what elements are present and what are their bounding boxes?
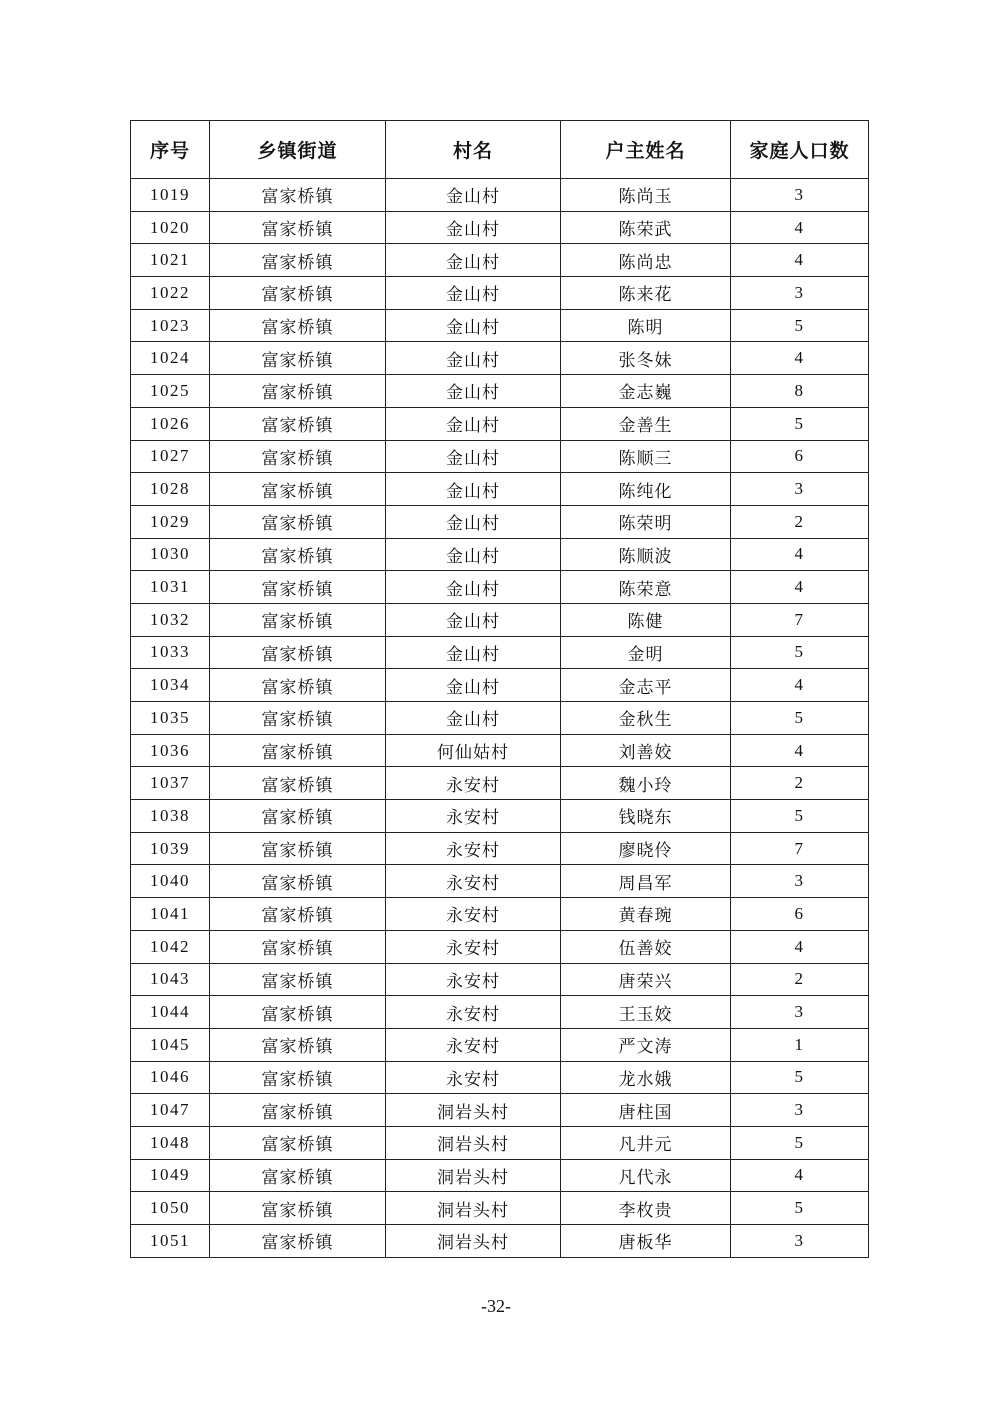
householder-name-cell: 王玉姣 — [561, 996, 731, 1029]
table-row — [131, 407, 869, 440]
township-cell: 富家桥镇 — [210, 800, 386, 833]
serial-number-cell: 1033 — [131, 636, 210, 669]
township-cell: 富家桥镇 — [210, 538, 386, 571]
householder-name-cell: 黄春琬 — [561, 898, 731, 931]
table-row — [131, 277, 869, 310]
table-row — [131, 1028, 869, 1061]
township-cell: 富家桥镇 — [210, 636, 386, 669]
township-cell: 富家桥镇 — [210, 1192, 386, 1225]
township-cell: 富家桥镇 — [210, 898, 386, 931]
table-row — [131, 898, 869, 931]
serial-number-cell: 1025 — [131, 375, 210, 408]
village-cell: 金山村 — [386, 571, 561, 604]
village-cell: 金山村 — [386, 636, 561, 669]
village-cell: 永安村 — [386, 865, 561, 898]
table-row — [131, 996, 869, 1029]
village-cell: 洞岩头村 — [386, 1192, 561, 1225]
village-cell: 金山村 — [386, 211, 561, 244]
household-size-cell: 3 — [731, 865, 869, 898]
household-size-cell: 5 — [731, 800, 869, 833]
table-row — [131, 440, 869, 473]
header-household-size: 家庭人口数 — [731, 121, 869, 179]
village-cell: 金山村 — [386, 309, 561, 342]
householder-name-cell: 金志平 — [561, 669, 731, 702]
header-serial-number: 序号 — [131, 121, 210, 179]
township-cell: 富家桥镇 — [210, 702, 386, 735]
table-row — [131, 211, 869, 244]
householder-name-cell: 凡井元 — [561, 1126, 731, 1159]
serial-number-cell: 1043 — [131, 963, 210, 996]
serial-number-cell: 1039 — [131, 832, 210, 865]
header-village: 村名 — [386, 121, 561, 179]
householder-name-cell: 魏小玲 — [561, 767, 731, 800]
serial-number-cell: 1022 — [131, 277, 210, 310]
township-cell: 富家桥镇 — [210, 277, 386, 310]
householder-name-cell: 龙水娥 — [561, 1061, 731, 1094]
table-row — [131, 832, 869, 865]
household-size-cell: 4 — [731, 1159, 869, 1192]
township-cell: 富家桥镇 — [210, 963, 386, 996]
householder-name-cell: 陈荣武 — [561, 211, 731, 244]
table-row — [131, 1061, 869, 1094]
serial-number-cell: 1049 — [131, 1159, 210, 1192]
village-cell: 金山村 — [386, 342, 561, 375]
table-row — [131, 930, 869, 963]
township-cell: 富家桥镇 — [210, 375, 386, 408]
household-size-cell: 4 — [731, 244, 869, 277]
serial-number-cell: 1046 — [131, 1061, 210, 1094]
serial-number-cell: 1034 — [131, 669, 210, 702]
village-cell: 永安村 — [386, 767, 561, 800]
householder-name-cell: 陈来花 — [561, 277, 731, 310]
householder-name-cell: 陈明 — [561, 309, 731, 342]
household-size-cell: 4 — [731, 669, 869, 702]
serial-number-cell: 1041 — [131, 898, 210, 931]
household-table — [130, 120, 869, 1258]
household-size-cell: 4 — [731, 734, 869, 767]
householder-name-cell: 陈纯化 — [561, 473, 731, 506]
table-row — [131, 669, 869, 702]
township-cell: 富家桥镇 — [210, 865, 386, 898]
township-cell: 富家桥镇 — [210, 244, 386, 277]
township-cell: 富家桥镇 — [210, 211, 386, 244]
village-cell: 金山村 — [386, 505, 561, 538]
table-row — [131, 1225, 869, 1258]
table-row — [131, 375, 869, 408]
village-cell: 永安村 — [386, 832, 561, 865]
table-row — [131, 244, 869, 277]
householder-name-cell: 唐柱国 — [561, 1094, 731, 1127]
serial-number-cell: 1051 — [131, 1225, 210, 1258]
household-size-cell: 3 — [731, 996, 869, 1029]
township-cell: 富家桥镇 — [210, 440, 386, 473]
village-cell: 永安村 — [386, 800, 561, 833]
township-cell: 富家桥镇 — [210, 505, 386, 538]
serial-number-cell: 1037 — [131, 767, 210, 800]
village-cell: 金山村 — [386, 473, 561, 506]
household-size-cell: 4 — [731, 930, 869, 963]
village-cell: 永安村 — [386, 996, 561, 1029]
serial-number-cell: 1023 — [131, 309, 210, 342]
household-size-cell: 2 — [731, 767, 869, 800]
serial-number-cell: 1050 — [131, 1192, 210, 1225]
householder-name-cell: 金志巍 — [561, 375, 731, 408]
serial-number-cell: 1047 — [131, 1094, 210, 1127]
householder-name-cell: 张冬妹 — [561, 342, 731, 375]
householder-name-cell: 陈健 — [561, 603, 731, 636]
householder-name-cell: 陈顺三 — [561, 440, 731, 473]
householder-name-cell: 陈荣意 — [561, 571, 731, 604]
village-cell: 何仙姑村 — [386, 734, 561, 767]
table-row — [131, 636, 869, 669]
village-cell: 永安村 — [386, 963, 561, 996]
householder-name-cell: 伍善姣 — [561, 930, 731, 963]
householder-name-cell: 廖晓伶 — [561, 832, 731, 865]
township-cell: 富家桥镇 — [210, 309, 386, 342]
township-cell: 富家桥镇 — [210, 1225, 386, 1258]
table-row — [131, 800, 869, 833]
serial-number-cell: 1021 — [131, 244, 210, 277]
household-size-cell: 4 — [731, 538, 869, 571]
householder-name-cell: 李枚贵 — [561, 1192, 731, 1225]
serial-number-cell: 1036 — [131, 734, 210, 767]
table-row — [131, 734, 869, 767]
table-row — [131, 1094, 869, 1127]
village-cell: 洞岩头村 — [386, 1126, 561, 1159]
table-row — [131, 702, 869, 735]
serial-number-cell: 1031 — [131, 571, 210, 604]
township-cell: 富家桥镇 — [210, 767, 386, 800]
table-row — [131, 1192, 869, 1225]
table-row — [131, 538, 869, 571]
table-row — [131, 571, 869, 604]
township-cell: 富家桥镇 — [210, 996, 386, 1029]
table-row — [131, 342, 869, 375]
table-row — [131, 179, 869, 212]
household-size-cell: 6 — [731, 440, 869, 473]
household-size-cell: 5 — [731, 636, 869, 669]
household-size-cell: 3 — [731, 1225, 869, 1258]
household-size-cell: 4 — [731, 342, 869, 375]
township-cell: 富家桥镇 — [210, 571, 386, 604]
household-size-cell: 5 — [731, 1192, 869, 1225]
header-township: 乡镇街道 — [210, 121, 386, 179]
household-size-cell: 3 — [731, 277, 869, 310]
householder-name-cell: 凡代永 — [561, 1159, 731, 1192]
household-size-cell: 1 — [731, 1028, 869, 1061]
household-size-cell: 3 — [731, 473, 869, 506]
household-size-cell: 2 — [731, 963, 869, 996]
serial-number-cell: 1044 — [131, 996, 210, 1029]
village-cell: 永安村 — [386, 930, 561, 963]
village-cell: 洞岩头村 — [386, 1159, 561, 1192]
township-cell: 富家桥镇 — [210, 1061, 386, 1094]
village-cell: 金山村 — [386, 440, 561, 473]
householder-name-cell: 刘善姣 — [561, 734, 731, 767]
village-cell: 洞岩头村 — [386, 1225, 561, 1258]
serial-number-cell: 1026 — [131, 407, 210, 440]
table-row — [131, 767, 869, 800]
village-cell: 永安村 — [386, 898, 561, 931]
township-cell: 富家桥镇 — [210, 930, 386, 963]
householder-name-cell: 金善生 — [561, 407, 731, 440]
serial-number-cell: 1045 — [131, 1028, 210, 1061]
serial-number-cell: 1024 — [131, 342, 210, 375]
householder-name-cell: 金秋生 — [561, 702, 731, 735]
township-cell: 富家桥镇 — [210, 734, 386, 767]
township-cell: 富家桥镇 — [210, 1126, 386, 1159]
householder-name-cell: 陈尚忠 — [561, 244, 731, 277]
township-cell: 富家桥镇 — [210, 407, 386, 440]
table-row — [131, 1126, 869, 1159]
township-cell: 富家桥镇 — [210, 1094, 386, 1127]
householder-name-cell: 唐板华 — [561, 1225, 731, 1258]
serial-number-cell: 1032 — [131, 603, 210, 636]
township-cell: 富家桥镇 — [210, 1159, 386, 1192]
table-body — [131, 179, 869, 1258]
householder-name-cell: 金明 — [561, 636, 731, 669]
serial-number-cell: 1048 — [131, 1126, 210, 1159]
serial-number-cell: 1038 — [131, 800, 210, 833]
householder-name-cell: 陈尚玉 — [561, 179, 731, 212]
serial-number-cell: 1028 — [131, 473, 210, 506]
township-cell: 富家桥镇 — [210, 669, 386, 702]
serial-number-cell: 1029 — [131, 505, 210, 538]
village-cell: 金山村 — [386, 669, 561, 702]
township-cell: 富家桥镇 — [210, 1028, 386, 1061]
table-row — [131, 473, 869, 506]
village-cell: 永安村 — [386, 1028, 561, 1061]
table-row — [131, 963, 869, 996]
village-cell: 金山村 — [386, 179, 561, 212]
household-size-cell: 3 — [731, 179, 869, 212]
serial-number-cell: 1027 — [131, 440, 210, 473]
household-size-cell: 5 — [731, 702, 869, 735]
village-cell: 永安村 — [386, 1061, 561, 1094]
serial-number-cell: 1042 — [131, 930, 210, 963]
village-cell: 金山村 — [386, 603, 561, 636]
household-size-cell: 4 — [731, 211, 869, 244]
township-cell: 富家桥镇 — [210, 832, 386, 865]
household-size-cell: 4 — [731, 571, 869, 604]
householder-name-cell: 严文涛 — [561, 1028, 731, 1061]
township-cell: 富家桥镇 — [210, 179, 386, 212]
householder-name-cell: 钱晓东 — [561, 800, 731, 833]
household-size-cell: 8 — [731, 375, 869, 408]
township-cell: 富家桥镇 — [210, 603, 386, 636]
table-row — [131, 505, 869, 538]
village-cell: 金山村 — [386, 375, 561, 408]
village-cell: 金山村 — [386, 244, 561, 277]
householder-name-cell: 陈顺波 — [561, 538, 731, 571]
household-size-cell: 6 — [731, 898, 869, 931]
village-cell: 金山村 — [386, 407, 561, 440]
table-row — [131, 865, 869, 898]
village-cell: 金山村 — [386, 538, 561, 571]
household-size-cell: 5 — [731, 407, 869, 440]
household-size-cell: 7 — [731, 832, 869, 865]
household-size-cell: 5 — [731, 1126, 869, 1159]
village-cell: 金山村 — [386, 277, 561, 310]
table-header — [131, 121, 869, 179]
page-number: -32- — [481, 1296, 511, 1316]
serial-number-cell: 1040 — [131, 865, 210, 898]
table-row — [131, 603, 869, 636]
serial-number-cell: 1035 — [131, 702, 210, 735]
household-size-cell: 7 — [731, 603, 869, 636]
household-size-cell: 5 — [731, 309, 869, 342]
header-householder-name: 户主姓名 — [561, 121, 731, 179]
header-row — [131, 121, 869, 179]
table-row — [131, 1159, 869, 1192]
serial-number-cell: 1020 — [131, 211, 210, 244]
household-size-cell: 2 — [731, 505, 869, 538]
serial-number-cell: 1030 — [131, 538, 210, 571]
village-cell: 金山村 — [386, 702, 561, 735]
household-size-cell: 3 — [731, 1094, 869, 1127]
township-cell: 富家桥镇 — [210, 473, 386, 506]
householder-name-cell: 唐荣兴 — [561, 963, 731, 996]
householder-name-cell: 周昌军 — [561, 865, 731, 898]
township-cell: 富家桥镇 — [210, 342, 386, 375]
table-row — [131, 309, 869, 342]
serial-number-cell: 1019 — [131, 179, 210, 212]
household-size-cell: 5 — [731, 1061, 869, 1094]
householder-name-cell: 陈荣明 — [561, 505, 731, 538]
village-cell: 洞岩头村 — [386, 1094, 561, 1127]
